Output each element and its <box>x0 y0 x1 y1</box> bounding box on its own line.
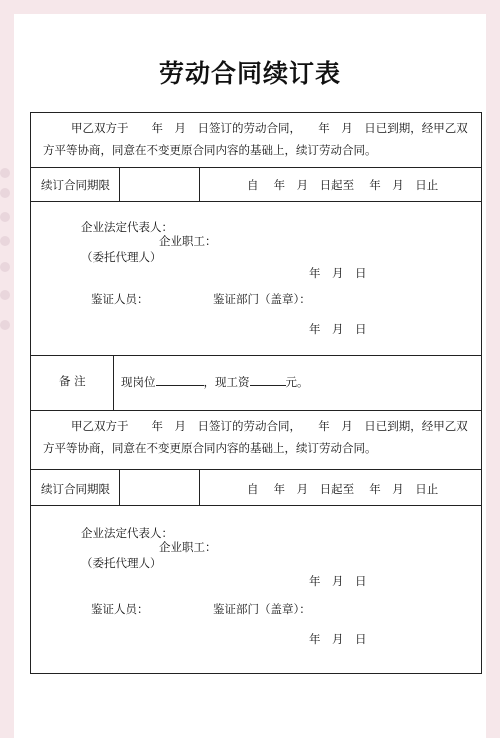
rep-label: 企业法定代表人： <box>81 220 173 234</box>
period-value: 自 年 月 日起至 年 月 日止 <box>247 482 439 496</box>
intro-paragraph: 甲乙双方于 年 月 日签订的劳动合同， 年 月 日已到期，经甲乙双方平等协商，同意在不变更原合同内容的基础上，续订劳动合同。 <box>43 121 468 157</box>
post-blank[interactable] <box>156 373 204 386</box>
decor-dot <box>0 320 10 330</box>
wage-blank[interactable] <box>250 373 286 386</box>
agent-label: （委托代理人） <box>81 556 162 570</box>
agent-label: （委托代理人） <box>81 250 162 264</box>
period-value: 自 年 月 日起至 年 月 日止 <box>247 178 439 192</box>
decor-dot <box>0 168 10 178</box>
dept-label: 鉴证部门（盖章）： <box>213 292 311 306</box>
document-page <box>14 14 486 738</box>
employee-label: 企业职工： <box>159 234 217 248</box>
date-line-1: 年 月 日 <box>309 266 367 280</box>
date-line-1: 年 月 日 <box>309 574 367 588</box>
decor-dot <box>0 290 10 300</box>
dept-label: 鉴证部门（盖章）： <box>213 602 311 616</box>
decor-dot <box>0 236 10 246</box>
rep-label: 企业法定代表人： <box>81 526 173 540</box>
wage-label: ，现工资 <box>203 375 250 389</box>
decor-dot <box>0 188 10 198</box>
remark-content <box>121 373 309 390</box>
intro-paragraph: 甲乙双方于 年 月 日签订的劳动合同， 年 月 日已到期，经甲乙双方平等协商，同意在不变更原合同内容的基础上，续订劳动合同。 <box>43 419 468 455</box>
page-title: 劳动合同续订表 <box>158 59 341 88</box>
period-label: 续订合同期限 <box>41 482 110 496</box>
decor-dot <box>0 262 10 272</box>
renewal-form-1 <box>30 112 482 411</box>
period-label: 续订合同期限 <box>41 178 110 192</box>
yuan-label: 元。 <box>285 375 309 389</box>
employee-label: 企业职工： <box>159 540 217 554</box>
decor-dot <box>0 212 10 222</box>
renewal-form-2 <box>30 410 482 674</box>
remark-label: 备 注 <box>59 374 86 388</box>
date-line-2: 年 月 日 <box>309 632 367 646</box>
date-line-2: 年 月 日 <box>309 322 367 336</box>
witness-label: 鉴证人员： <box>91 292 149 306</box>
post-label: 现岗位 <box>121 375 156 389</box>
witness-label: 鉴证人员： <box>91 602 149 616</box>
